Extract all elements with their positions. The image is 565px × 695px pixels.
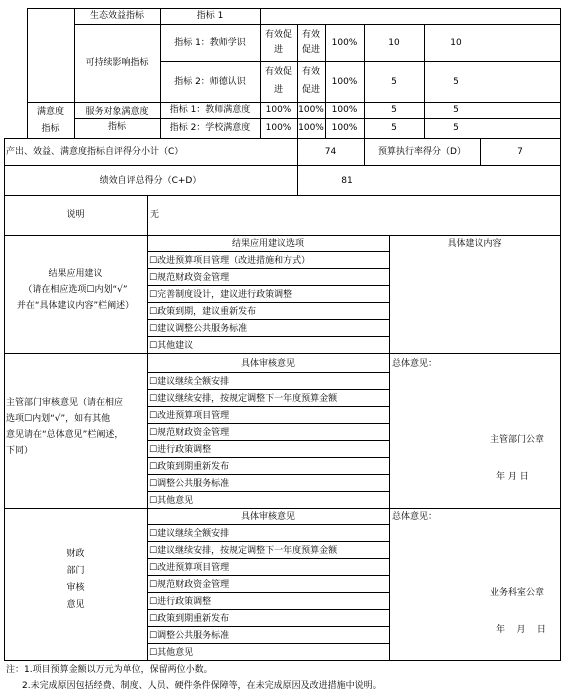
finance-option-checkbox[interactable]: ☐规范财政资金管理 [149, 580, 230, 590]
rate-value: 100% [331, 38, 358, 48]
explain-label: 说明 [66, 210, 85, 220]
actual-value: 促进 [301, 45, 320, 55]
dept-option-checkbox[interactable]: ☐其他意见 [149, 496, 194, 506]
target-value: 进 [273, 45, 283, 55]
result-option-checkbox[interactable]: ☐政策到期，建议重新发布 [149, 307, 257, 317]
subtotal-value: 74 [324, 147, 337, 157]
result-app-label: （请在相应选项☐内划“√” [23, 285, 128, 295]
eco-indicator-label: 生态效益指标 [89, 11, 144, 21]
score-value: 5 [453, 105, 459, 115]
finance-seal: 业务科室公章 [490, 588, 545, 598]
result-options-header: 结果应用建议选项 [231, 239, 304, 249]
eco-indicator-item: 指标 1 [196, 11, 224, 21]
weight-value: 5 [391, 105, 397, 115]
target-value: 有效促 [264, 30, 292, 40]
rate-value: 100% [331, 77, 358, 87]
result-option-checkbox[interactable]: ☐建议调整公共服务标准 [149, 324, 248, 334]
result-option-checkbox[interactable]: ☐完善制度设计，建议进行政策调整 [149, 290, 293, 300]
weight-value: 5 [391, 123, 397, 133]
result-option-checkbox[interactable]: ☐规范财政资金管理 [149, 273, 230, 283]
actual-value: 100% [298, 105, 324, 115]
satisfaction-category: 满意度 [36, 107, 64, 117]
budget-score-label: 预算执行率得分（D） [378, 147, 466, 157]
total-score-label: 绩效自评总得分（C+D） [99, 176, 202, 186]
weight-value: 5 [391, 77, 397, 87]
dept-seal: 主管部门公章 [490, 435, 545, 445]
target-value: 100% [265, 123, 292, 133]
finance-option-checkbox[interactable]: ☐调整公共服务标准 [149, 631, 230, 641]
dept-review-label: 意见请在“总体意见”栏阐述， [6, 430, 124, 440]
weight-value: 10 [388, 38, 400, 48]
service-indicator-label: 服务对象满意度 [85, 107, 149, 117]
explain-value: 无 [150, 210, 160, 220]
finance-option-checkbox[interactable]: ☐改进预算项目管理 [149, 563, 230, 573]
sustain-item-name: 指标 1：教师学识 [174, 38, 246, 48]
target-value: 进 [273, 85, 283, 95]
dept-review-label: 下同） [6, 446, 34, 456]
dept-option-checkbox[interactable]: ☐调整公共服务标准 [149, 479, 230, 489]
subtotal-label: 产出、效益、满意度指标自评得分小计（C） [6, 147, 184, 157]
finance-review-label: 部门 [66, 566, 85, 576]
target-value: 有效促 [264, 67, 292, 77]
actual-value: 促进 [301, 85, 320, 95]
finance-option-checkbox[interactable]: ☐进行政策调整 [149, 597, 212, 607]
finance-review-label: 审核 [66, 583, 85, 593]
total-score-value: 81 [341, 176, 353, 186]
dept-date: 年 月 日 [496, 472, 529, 482]
target-value: 100% [265, 105, 292, 115]
rate-value: 100% [331, 105, 358, 115]
finance-option-checkbox[interactable]: ☐建议继续全额安排 [149, 529, 230, 539]
finance-overall-label: 总体意见： [392, 512, 438, 522]
dept-option-checkbox[interactable]: ☐进行政策调整 [149, 445, 212, 455]
dept-review-header: 具体审核意见 [240, 359, 295, 369]
finance-option-checkbox[interactable]: ☐建议继续安排，按规定调整下一年度预算金额 [149, 546, 338, 556]
finance-date: 年 月 日 [496, 625, 546, 635]
result-content-header: 具体建议内容 [447, 239, 502, 249]
service-indicator-label: 指标 [107, 122, 126, 132]
finance-review-label: 财政 [66, 549, 85, 559]
dept-review-label: 主管部门审核意见（请在相应 [6, 398, 124, 408]
score-value: 10 [450, 38, 462, 48]
dept-review-label: 选项☐内划“√”，如有其他 [6, 414, 111, 424]
finance-review-header: 具体审核意见 [240, 512, 295, 522]
result-option-checkbox[interactable]: ☐其他建议 [149, 341, 194, 351]
dept-option-checkbox[interactable]: ☐改进预算项目管理 [149, 411, 230, 421]
result-app-label: 结果应用建议 [48, 269, 103, 279]
rate-value: 100% [331, 123, 358, 133]
dept-option-checkbox[interactable]: ☐建议继续全额安排 [149, 377, 230, 387]
score-value: 5 [453, 123, 459, 133]
service-item-name: 指标 1：教师满意度 [169, 105, 251, 115]
finance-review-label: 意见 [66, 600, 85, 610]
finance-option-checkbox[interactable]: ☐政策到期重新发布 [149, 614, 230, 624]
dept-option-checkbox[interactable]: ☐政策到期重新发布 [149, 462, 230, 472]
service-item-name: 指标 2：学校满意度 [169, 123, 251, 133]
actual-value: 有效 [301, 30, 320, 40]
sustain-indicator-label: 可持续影响指标 [85, 58, 149, 68]
result-option-checkbox[interactable]: ☐改进预算项目管理（改进措施和方式） [149, 256, 311, 266]
actual-value: 有效 [301, 67, 320, 77]
finance-option-checkbox[interactable]: ☐其他意见 [149, 648, 194, 658]
actual-value: 100% [298, 123, 324, 133]
budget-score-value: 7 [517, 147, 523, 157]
dept-overall-label: 总体意见： [392, 359, 438, 369]
satisfaction-category: 指标 [41, 124, 60, 134]
dept-option-checkbox[interactable]: ☐规范财政资金管理 [149, 428, 230, 438]
footnote: 2.未完成原因包括经费、制度、人员、硬件条件保障等，在未完成原因及改进措施中说明。 [22, 681, 382, 691]
footnote: 注：1.项目预算金额以万元为单位，保留两位小数。 [6, 665, 213, 675]
score-value: 5 [453, 77, 459, 87]
sustain-item-name: 指标 2：师德认识 [174, 77, 246, 87]
dept-option-checkbox[interactable]: ☐建议继续安排，按规定调整下一年度预算金额 [149, 394, 338, 404]
result-app-label: 并在“具体建议内容”栏阐述） [16, 301, 135, 311]
